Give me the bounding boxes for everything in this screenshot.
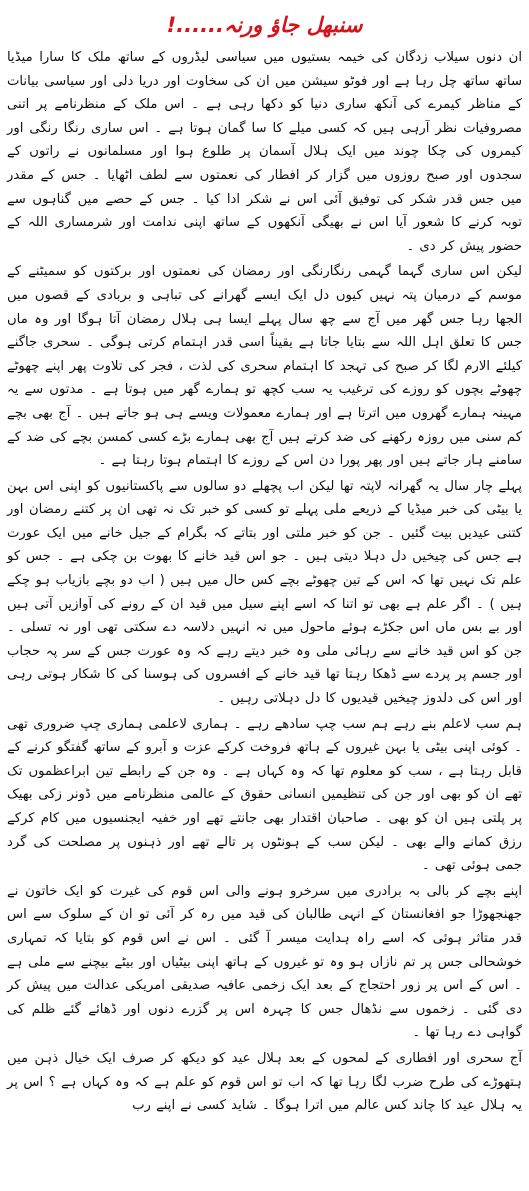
article-paragraph-2: لیکن اس ساری گہما گہمی رنگارنگی اور رمضان کی نعمتوں اور برکتوں کو سمیٹنے کے موسم کے درمیان پتہ نہیں کیوں دل ایک ایسے گھرانے کی تباہی و بربادی کے قصوں میں الجھا رہا جس گھر میں آج سے چھ سال پہلے ایسا ہی ہلال رمضان آتا ہوگا اور وہ ماں جس کا تعلق اہل اللہ سے بتایا جاتا ہے یقیناً اسی قدر اہتمام کرتی ہوگی ۔ سحری جاگنے کیلئے الارم لگا کر صبح کی تہجد کا اہتمام سحری کی لذت ، فجر کی تلاوت پھر اپنے چھوٹے چھوٹے بچوں کو روزے کی ترغیب یہ سب کچھ تو ہمارے گھر میں ہوتا ہے ۔ مدتوں سے یہ مہینہ ہمارے گھروں میں اترتا ہے اور ہمارے معمولات ویسے ہی ہو جاتے ہیں ۔ آج بھی بچے کم سنی میں روزہ رکھنے کی ضد کرتے ہیں آج بھی ہمارے بڑے کسی کمسن بچے کی ضد کے سامنے ہار جاتے ہیں اور پھر پورا دن اس کے روزے کا اہتمام ہوتا رہتا ہے ۔ — [7, 264, 522, 469]
article-paragraph-3: پہلے چار سال یہ گھرانہ لاپتہ تھا لیکن اب پچھلے دو سالوں سے پاکستانیوں کو اپنی اس بہن یا بیٹی کی خبر میڈیا کے ذریعے ملی پہلے تو کسی کو خبر تک نہ تھی ان پر کتنے رمضان اور کتنی عیدیں بیت گئیں ۔ جن کو خبر ملتی اور بتاتے کہ بگرام کے جیل خانے میں ایک عورت ہے جس کی چیخیں دل دہلا دیتی ہیں ۔ جو اس قید خانے کا بھوت بن چکی ہے ۔ جس کو علم تک نہیں تھا کہ اس کے تین چھوٹے بچے کس حال میں ہیں ( اب دو بچے بازیاب ہو چکے ہیں ) ۔ اگر علم ہے بھی تو اتنا کہ اسے اپنے سیل میں قید ان کے رونے کی آوازیں آتی ہیں اور بے بس ماں اس جکڑے ہوئے ماحول میں نہ انہیں دلاسہ دے سکتی تھی اور نہ تسلی ۔ جن کو اس قید خانے سے رہائی ملی وہ خبر دیتے رہے کہ وہ عورت جس کے سر پہ حجاب اور جسم پر پردے سے ڈھکا رہتا تھا قید خانے کے افسروں کی ہوسنا کی کا شکار ہوتی رہی اور اس کی دلدوز چیخیں قیدیوں کا دل دہلاتی رہیں ۔ — [7, 478, 522, 707]
article-paragraph-6: آج سحری اور افطاری کے لمحوں کے بعد ہلال عید کو دیکھ کر صرف ایک خیال ذہن میں ہتھوڑے کی طرح ضرب لگا رہا تھا کہ اب تو اس قوم کو علم ہے کہ وہ کہاں ہے ؟ اس پر یہ ہلال عید کا چاند کس عالم میں اترا ہوگا ۔ شاید کسی نے اپنے رب — [7, 1050, 522, 1114]
article-title: سنبھل جاؤ ورنہ......! — [166, 13, 363, 37]
article-paragraph-4: ہم سب لاعلم بنے رہے ہم سب چپ سادھے رہے ۔ ہماری لاعلمی ہماری چپ ضروری تھی ۔ کوئی اپنی بیٹی یا بہن غیروں کے ہاتھ فروخت کرکے عزت و آبرو کے ساتھ گفتگو کرنے کے قابل رہتا ہے ، سب کو معلوم تھا کہ وہ کہاں ہے ۔ وہ جن کے رابطے تین ابراعظموں تک تھے ان کو بھی اور جن کی تنظیمیں انسانی حقوق کے عالمی منظرنامے میں ڈونر زکی بھیک پر پلتی ہیں ان کو بھی ۔ صاحبان اقتدار بھی جانتے تھے اور خفیہ ایجنسیوں میں کام کرکے رزق کمانے والے بھی ۔ لیکن سب کے ہونٹوں پر تالے تھے اور ذہنوں پر مصلحت کی گرد جمی ہوئی تھی ۔ — [7, 716, 522, 874]
article-paragraph-1: ان دنوں سیلاب زدگان کی خیمہ بستیوں میں سیاسی لیڈروں کے ساتھ ملک کا سارا میڈیا ساتھ ساتھ چل رہا ہے اور فوٹو سیشن میں ان کی سخاوت اور دریا دلی اور سیاسی بیانات کے مناظر کیمرے کی آنکھ ساری دنیا کو دکھا رہی ہے ۔ اس ملک کے منظرنامے پر اتنی مصروفیات نظر آرہی ہیں کہ کسی میلے کا سا گمان ہوتا ہے ۔ اس ساری رنگا رنگی اور کیمروں کی چکا چوند میں ایک ہلال آسمان پر طلوع ہوا اور مسلمانوں نے راتوں کے سجدوں اور صبح روزوں میں گزار کر افطار کی نعمتوں سے لطف اٹھایا ۔ جس کے مقدر میں جس قدر شکر کی توفیق آئی اس نے شکر ادا کیا ۔ جس کے حصے میں گناہوں سے توبہ کرنے کا شعور آیا اس نے بھیگی آنکھوں کے ساتھ اپنی ندامت اور شرمساری اللہ کے حضور پیش کر دی ۔ — [7, 50, 522, 254]
article-paragraph-5: اپنے بچے کر بالی بہ برادری میں سرخرو ہونے والی اس قوم کی غیرت کو ایک خاتون نے جھنجھوڑا جو افغانستان کے انہی طالبان کی قید میں رہ کر آئی تو ان کے سلوک سے اس قدر متاثر ہوئی کہ اسے راہ ہدایت میسر آ گئی ۔ اس نے اس قوم کو بتایا کہ تمہاری خوشحالی جس پر تم نازاں ہو وہ تو غیروں کے ہاتھ اپنی بیٹیاں اور بیٹے بیچنے سے ملی ہے ۔ اس کے اس پر زور احتجاج کے بعد ایک زخمی عافیہ صدیقی امریکی عدالت میں پیش کر دی گئی ۔ زخموں سے نڈھال جس کا چہرہ اس پر گزرے دنوں اور ڈھائے گئے ظلم کی گواہی دے رہا تھا ۔ — [7, 883, 522, 1041]
